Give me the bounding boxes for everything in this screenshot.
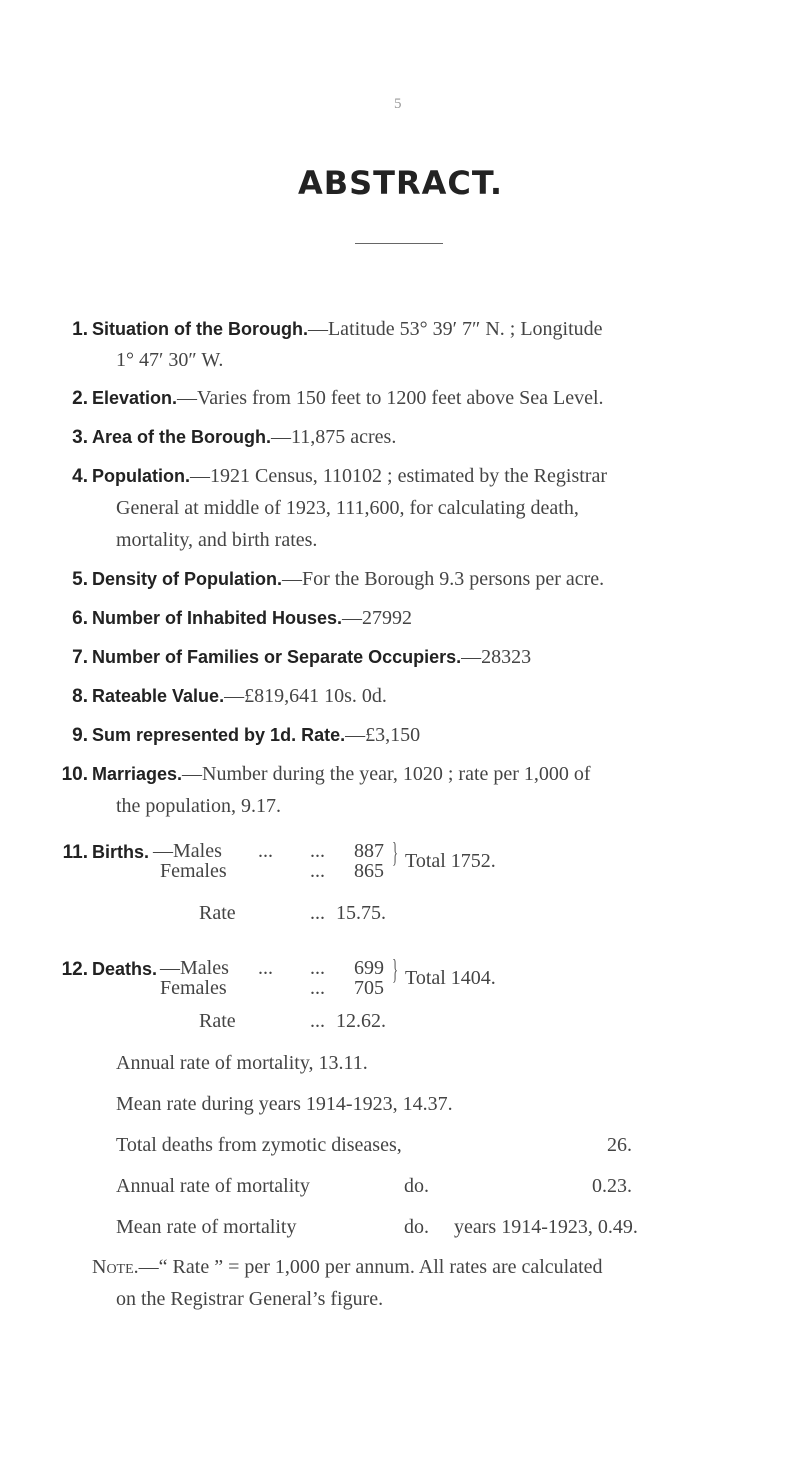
item-heading: Area of the Borough. (92, 427, 271, 447)
deaths-dots: ... (310, 977, 325, 999)
list-item (92, 318, 603, 341)
deaths-males-label: —Males (160, 957, 229, 979)
zymotic-value: 0.23. (592, 1175, 632, 1197)
item-heading: Rateable Value. (92, 686, 225, 706)
item-number: 8. (72, 686, 88, 707)
zymotic-label: Total deaths from zymotic diseases, (116, 1134, 402, 1156)
item-text: —Latitude 53° 39′ 7″ N. ; Longitude (307, 318, 603, 340)
item-number: 7. (72, 647, 88, 668)
page-number: 5 (394, 96, 402, 112)
births-dots: ... (310, 860, 325, 882)
births-rate-label: Rate (199, 902, 236, 924)
note-line: —“ Rate ” = per 1,000 per annum. All rates are calculated (138, 1256, 603, 1278)
deaths-rate-value: 12.62. (336, 1010, 386, 1032)
births-males-value: 887 (354, 840, 384, 862)
item-text: —Number during the year, 1020 ; rate per 1,000 of (182, 763, 591, 785)
item-text: —£3,150 (345, 724, 421, 746)
item-heading: Density of Population. (92, 569, 283, 589)
item-number: 3. (72, 427, 88, 448)
zymotic-value: 26. (607, 1134, 632, 1156)
deaths-dots: ... (310, 1010, 325, 1032)
item-number: 10. (61, 764, 88, 785)
item-number: 11. (62, 842, 88, 863)
note-line: on the Registrar General’s figure. (116, 1288, 384, 1310)
item-continuation: 1° 47′ 30″ W. (116, 349, 224, 371)
item-text: —Varies from 150 feet to 1200 feet above Sea Level. (177, 387, 604, 409)
births-total: Total 1752. (405, 850, 496, 872)
births-dots: ... (258, 840, 273, 862)
item-heading: Marriages. (92, 764, 183, 784)
births-females-value: 865 (354, 860, 384, 882)
list-item (92, 607, 412, 630)
deaths-heading: Deaths. (92, 959, 158, 979)
item-heading: Number of Inhabited Houses. (92, 608, 343, 628)
item-continuation: the population, 9.17. (116, 795, 281, 817)
item-text: —1921 Census, 110102 ; estimated by the Registrar (190, 465, 607, 487)
list-item (92, 724, 420, 747)
zymotic-label: Mean rate of mortality (116, 1216, 297, 1238)
item-number: 2. (72, 388, 88, 409)
title-rule (355, 243, 443, 244)
zymotic-ditto: do. (404, 1216, 429, 1238)
item-heading: Population. (92, 466, 190, 486)
item-text: —28323 (461, 646, 532, 668)
births-dots: ... (310, 902, 325, 924)
item-continuation: mortality, and birth rates. (116, 529, 318, 551)
item-number: 9. (72, 725, 88, 746)
brace: } (392, 838, 399, 869)
births-males-label: —Males (153, 840, 222, 862)
list-item (92, 568, 604, 591)
deaths-females-label: Females (160, 977, 227, 999)
item-heading: Elevation. (92, 388, 178, 408)
deaths-females-value: 705 (354, 977, 384, 999)
deaths-total: Total 1404. (405, 967, 496, 989)
list-item (92, 387, 604, 410)
item-text: —For the Borough 9.3 persons per acre. (282, 568, 605, 590)
item-number: 6. (72, 608, 88, 629)
item-number: 1. (72, 319, 88, 340)
item-number: 5. (72, 569, 88, 590)
item-text: —£819,641 10s. 0d. (224, 685, 387, 707)
zymotic-ditto: do. (404, 1175, 429, 1197)
item-heading: Number of Families or Separate Occupiers. (92, 647, 462, 667)
list-item (92, 426, 396, 449)
item-text: —27992 (342, 607, 413, 629)
births-rate-value: 15.75. (336, 902, 386, 924)
item-text: —11,875 acres. (271, 426, 397, 448)
deaths-males-value: 699 (354, 957, 384, 979)
item-heading: Sum represented by 1d. Rate. (92, 725, 346, 745)
item-number: 12. (61, 959, 88, 980)
note-label: Note. (92, 1256, 139, 1278)
list-item (92, 685, 387, 708)
births-females-label: Females (160, 860, 227, 882)
item-number: 4. (72, 466, 88, 487)
deaths-dots: ... (310, 957, 325, 979)
item-continuation: General at middle of 1923, 111,600, for calculating death, (116, 497, 579, 519)
item-heading: Situation of the Borough. (92, 319, 308, 339)
deaths-rate-label: Rate (199, 1010, 236, 1032)
deaths-dots: ... (258, 957, 273, 979)
page-title: ABSTRACT. (297, 164, 504, 202)
brace: } (392, 955, 399, 986)
mortality-line: Mean rate during years 1914-1923, 14.37. (116, 1093, 453, 1115)
list-item (92, 465, 607, 488)
list-item (92, 763, 591, 786)
list-item (92, 646, 531, 669)
note (92, 1256, 603, 1279)
zymotic-value: years 1914-1923, 0.49. (454, 1216, 638, 1238)
births-heading: Births. (92, 842, 150, 862)
births-dots: ... (310, 840, 325, 862)
mortality-line: Annual rate of mortality, 13.11. (116, 1052, 368, 1074)
zymotic-label: Annual rate of mortality (116, 1175, 310, 1197)
